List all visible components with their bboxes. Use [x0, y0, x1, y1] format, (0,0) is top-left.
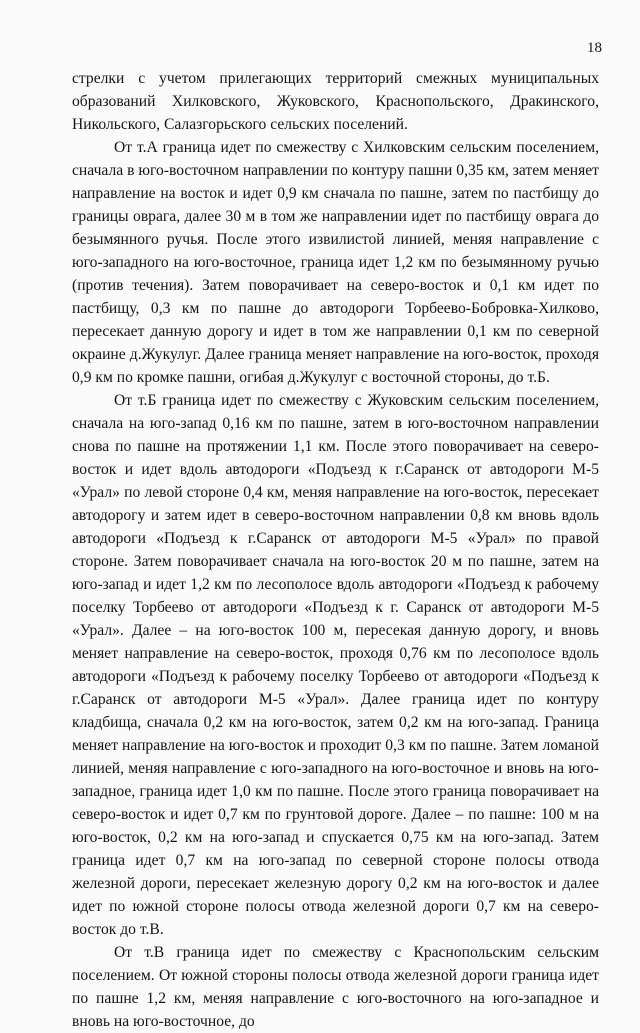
paragraph-section-b: От т.Б граница идет по смежеству с Жуковским сельским поселением, сначала на юго-запад 0,16 км по пашне, затем в юго-восточном направлении снова по пашне на протяжении 1,1 км. После этого поворачивает на северо-восток и идет вдоль автодороги «Подъезд к г.Саранск от автодороги М-5 «Урал» по левой стороне 0,4 км, меняя направление на юго-восток, пересекает автодорогу и затем идет в северо-восточном направлении 0,8 км вновь вдоль автодороги «Подъезд к г.Саранск от автодороги М-5 «Урал» по правой стороне. Затем поворачивает сначала на юго-восток 20 м по пашне, затем на юго-запад и идет 1,2 км по лесополосе вдоль автодороги «Подъезд к рабочему поселку Торбеево от автодороги «Подъезд к г. Саранск от автодороги М-5 «Урал». Далее – на юго-восток 100 м, пересекая данную дорогу, и вновь меняет направление на северо-восток, проходя 0,76 км по лесополосе вдоль автодороги «Подъезд к рабочему поселку Торбеево от автодороги «Подъезд к г.Саранск от автодороги М-5 «Урал». Далее граница идет по контуру кладбища, сначала 0,2 км на юго-восток, затем 0,2 км на юго-запад. Граница меняет направление на юго-восток и проходит 0,3 км по пашне. Затем ломаной линией, меняя направление с юго-западного на юго-восточное и вновь на юго-западное, граница идет 1,0 км по пашне. После этого граница поворачивает на северо-восток и идет 0,7 км по грунтовой дороге. Далее – по пашне: 100 м на юго-восток, 0,2 км на юго-запад и спускается 0,75 км на юго-запад. Затем граница идет 0,7 км на юго-запад по северной стороне полосы отвода железной дороги, пересекает железную дорогу 0,2 км на юго-восток и далее идет по южной стороне полосы отвода железной дороги 0,7 км на северо-восток до т.В. — [72, 392, 599, 938]
paragraph-section-c: От т.В граница идет по смежеству с Краснопольским сельским поселением. От южной стороны полосы отвода железной дороги граница идет по пашне 1,2 км, меняя направление с юго-восточного на юго-западное и вновь на юго-восточное, до — [72, 944, 599, 1030]
paragraph-section-a: От т.А граница идет по смежеству с Хилковским сельским поселением, сначала в юго-восточном направлении по контуру пашни 0,35 км, затем меняет направление на восток и идет 0,9 км сначала по пашне, затем по пастбищу до границы оврага, далее 30 м в том же направлении идет по пастбищу оврага до безымянного ручья. После этого извилистой линией, меняя направление с юго-западного на юго-восточное, граница идет 1,2 км по безымянному ручью (против течения). Затем поворачивает на северо-восток и 0,1 км идет по пастбищу, 0,3 км по пашне до автодороги Торбеево-Бобровка-Хилково, пересекает данную дорогу и идет в том же направлении 0,1 км по северной окраине д.Жукулуг. Далее граница меняет направление на юго-восток, проходя 0,9 км по кромке пашни, огибая д.Жукулуг с восточной стороны, до т.Б. — [72, 139, 599, 386]
document-body — [72, 67, 599, 1033]
paragraph-continuation: стрелки с учетом прилегающих территорий смежных муниципальных образований Хилковского, Жуковского, Краснопольского, Дракинского, Никольского, Салазгорьского сельских поселений. — [72, 70, 599, 133]
page-number: 18 — [587, 40, 602, 56]
